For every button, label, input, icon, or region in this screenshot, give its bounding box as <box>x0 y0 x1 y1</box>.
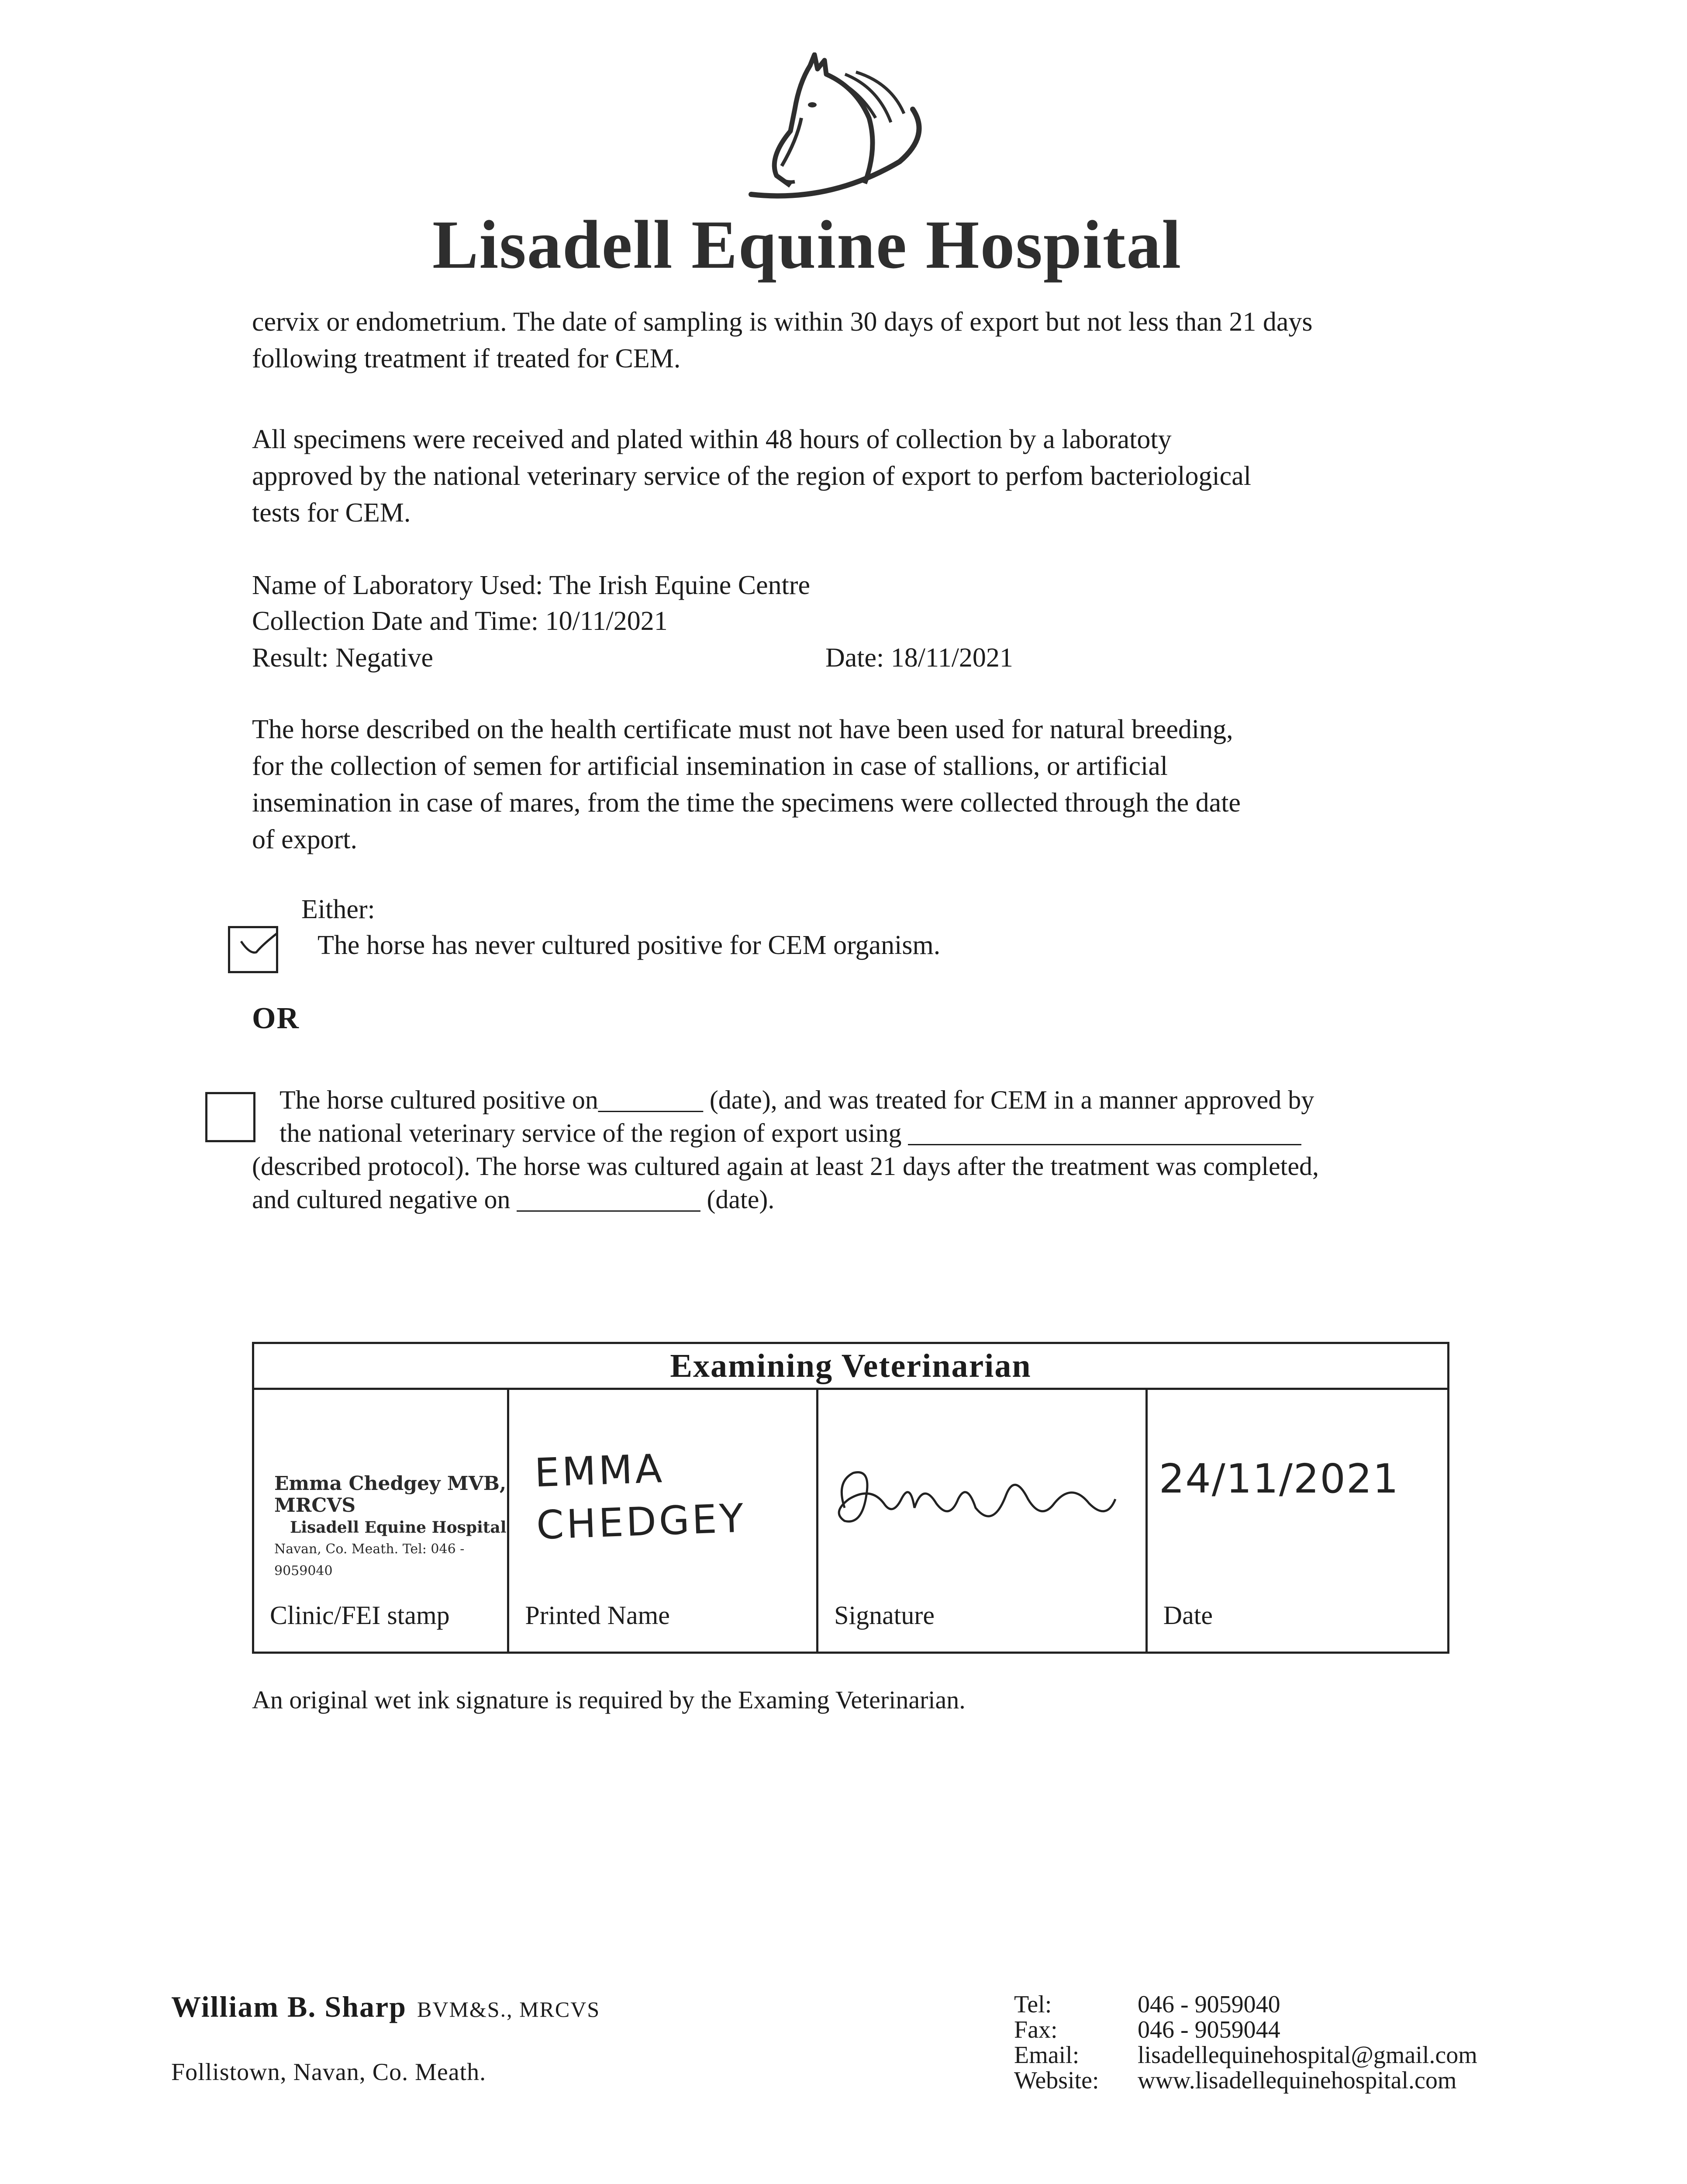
option-1-text: The horse has never cultured positive for CEM organism. <box>317 930 941 960</box>
email-link[interactable]: lisadellequinehospital@gmail.com <box>1138 2042 1477 2069</box>
paragraph-3-line-4: of export. <box>252 825 358 854</box>
footer-name: William B. Sharp <box>171 1990 407 2023</box>
email-label: Email: <box>1014 2042 1080 2069</box>
clinic-stamp <box>274 1473 507 1582</box>
option-2-line-4: and cultured negative on ______________ (date). <box>252 1185 775 1214</box>
tel-label: Tel: <box>1014 1991 1052 2018</box>
paragraph-1-line-1: cervix or endometrium. The date of sampling is within 30 days of export but not less than 21 days <box>252 307 1313 337</box>
laboratory-line: Name of Laboratory Used: The Irish Equine Centre <box>252 570 811 600</box>
signature-drawing <box>827 1455 1133 1543</box>
printed-name-cell <box>508 1389 818 1653</box>
date-cell <box>1146 1389 1448 1653</box>
fax-value: 046 - 9059044 <box>1138 2016 1280 2043</box>
check-mark-icon <box>230 928 278 972</box>
footer-qualifications: BVM&S., MRCVS <box>417 1997 600 2022</box>
paragraph-2-line-2: approved by the national veterinary service of the region of export to perfom bacteriological <box>252 461 1251 491</box>
website-label: Website: <box>1014 2067 1099 2094</box>
fax-label: Fax: <box>1014 2016 1058 2043</box>
tel-value: 046 - 9059040 <box>1138 1991 1280 2018</box>
website-link[interactable]: www.lisadellequinehospital.com <box>1138 2067 1457 2094</box>
or-label: OR <box>252 1002 300 1035</box>
printed-name-label: Printed Name <box>525 1601 670 1630</box>
stamp-line-3: Navan, Co. Meath. Tel: 046 - 9059040 <box>274 1541 465 1579</box>
footer-address: Follistown, Navan, Co. Meath. <box>171 2059 486 2086</box>
result-line: Result: Negative <box>252 643 433 673</box>
date-handwritten: 24/11/2021 <box>1159 1455 1399 1502</box>
date-label: Date <box>1163 1601 1213 1630</box>
signature-cell <box>818 1389 1147 1653</box>
paragraph-3-line-3: insemination in case of mares, from the time the specimens were collected through the date <box>252 788 1241 818</box>
option-2-line-3: (described protocol). The horse was cultured again at least 21 days after the treatment was completed, <box>252 1152 1319 1181</box>
option-2-line-2: the national veterinary service of the region of export using ______________________________ <box>279 1119 1301 1147</box>
signature-label: Signature <box>834 1601 935 1630</box>
cultured-positive-checkbox[interactable] <box>205 1092 255 1142</box>
paragraph-1-line-2: following treatment if treated for CEM. <box>252 344 681 373</box>
paragraph-2-line-1: All specimens were received and plated within 48 hours of collection by a laboratoty <box>252 425 1172 454</box>
either-label: Either: <box>301 895 375 924</box>
never-positive-checkbox[interactable] <box>228 926 278 973</box>
collection-date-line: Collection Date and Time: 10/11/2021 <box>252 606 668 636</box>
horse-head-icon <box>725 52 935 201</box>
footer-contact-labels <box>1014 1992 1099 2093</box>
clinic-stamp-cell <box>253 1389 508 1653</box>
examining-veterinarian-table <box>252 1342 1449 1654</box>
clinic-stamp-label: Clinic/FEI stamp <box>270 1601 450 1630</box>
paragraph-2-line-3: tests for CEM. <box>252 498 411 528</box>
footer-contact-values <box>1138 1992 1477 2093</box>
paragraph-3-line-1: The horse described on the health certificate must not have been used for natural breeding, <box>252 715 1233 744</box>
hospital-title: Lisadell Equine Hospital <box>432 207 1182 283</box>
option-2-line-1: The horse cultured positive on________ (date), and was treated for CEM in a manner approved by <box>279 1085 1314 1114</box>
table-heading: Examining Veterinarian <box>253 1343 1449 1389</box>
paragraph-3-line-2: for the collection of semen for artificial insemination in case of stallions, or artificial <box>252 751 1168 781</box>
footer-name-block <box>171 1990 600 2024</box>
printed-name-handwritten: EMMA CHEDGEY <box>534 1445 747 1549</box>
wet-ink-note: An original wet ink signature is required by the Examing Veterinarian. <box>252 1686 966 1714</box>
stamp-line-2: Lisadell Equine Hospital <box>290 1518 507 1537</box>
stamp-line-1: Emma Chedgey MVB, MRCVS <box>274 1472 507 1517</box>
result-date-line: Date: 18/11/2021 <box>825 643 1013 673</box>
